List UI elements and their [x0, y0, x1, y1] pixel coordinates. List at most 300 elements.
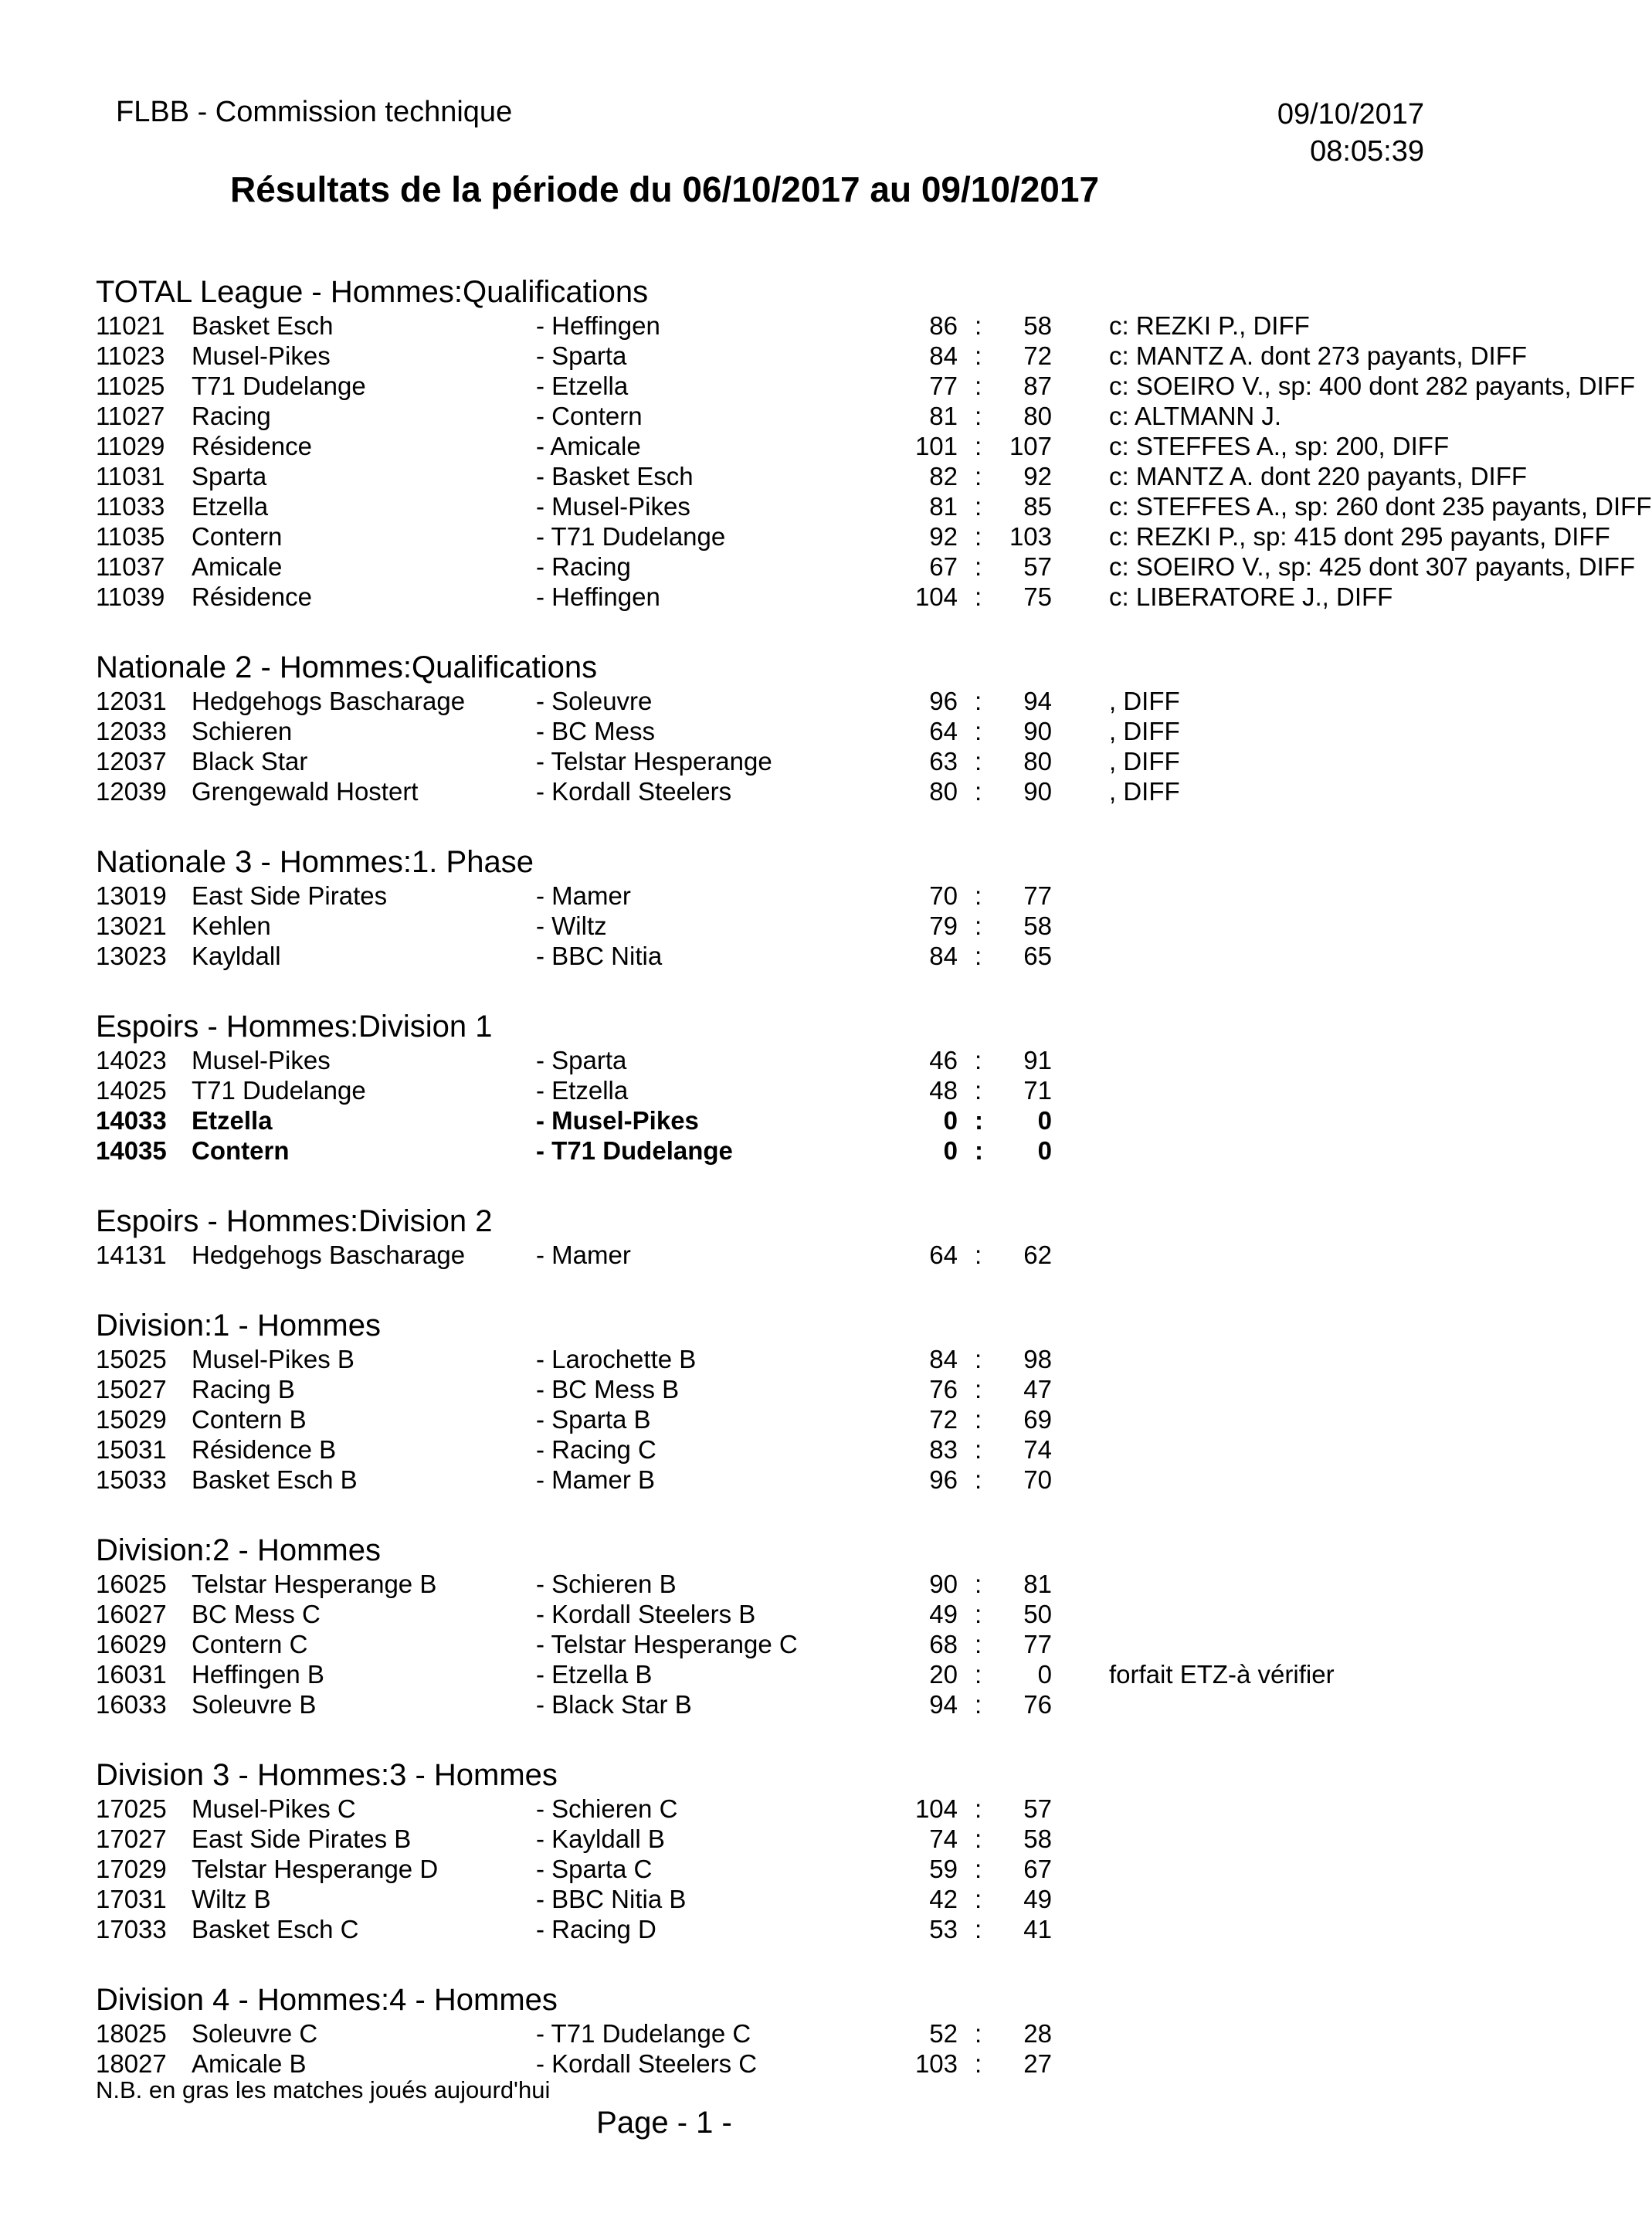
score-separator: :: [975, 1345, 982, 1373]
section-title: TOTAL League - Hommes:Qualifications: [96, 275, 649, 309]
home-team: Telstar Hesperange B: [192, 1570, 437, 1598]
report-date: 09/10/2017: [1277, 98, 1424, 131]
match-number: 15031: [96, 1435, 167, 1464]
home-score: 59: [929, 1855, 958, 1883]
report-timestamp: [1158, 96, 1424, 170]
match-comment: forfait ETZ-à vérifier: [1109, 1660, 1335, 1689]
section-title: Division 4 - Hommes:4 - Hommes: [96, 1983, 558, 2017]
match-number: 14033: [96, 1106, 167, 1135]
home-team: Soleuvre C: [192, 2019, 318, 2048]
away-team: - Musel-Pikes: [536, 1106, 699, 1135]
home-score: 64: [929, 1241, 958, 1269]
home-score: 84: [929, 341, 958, 370]
home-team: Hedgehogs Bascharage: [192, 687, 466, 715]
results-section: [0, 1008, 1582, 1166]
match-row: [0, 1465, 1582, 1495]
home-score: 42: [929, 1885, 958, 1913]
away-score: 47: [1023, 1375, 1052, 1404]
away-score: 75: [1023, 582, 1052, 611]
away-team: - Sparta B: [536, 1405, 651, 1434]
away-score: 72: [1023, 341, 1052, 370]
home-score: 81: [929, 402, 958, 430]
score-separator: :: [975, 1076, 982, 1105]
away-team: - Etzella: [536, 372, 629, 400]
match-row: [0, 911, 1582, 941]
organization-name: FLBB - Commission technique: [116, 96, 513, 128]
score-separator: :: [975, 462, 982, 491]
home-team: Sparta: [192, 462, 267, 491]
away-score: 0: [1037, 1660, 1052, 1689]
match-comment: , DIFF: [1109, 777, 1180, 806]
home-team: Contern: [192, 522, 283, 551]
match-row: [0, 776, 1582, 806]
home-team: Amicale B: [192, 2049, 307, 2078]
away-team: - Schieren C: [536, 1794, 678, 1823]
home-team: T71 Dudelange: [192, 372, 366, 400]
results-section: [0, 1757, 1582, 1944]
match-number: 11035: [96, 522, 165, 551]
away-score: 57: [1023, 552, 1052, 581]
home-score: 90: [929, 1570, 958, 1598]
match-row: [0, 341, 1582, 371]
home-team: T71 Dudelange: [192, 1076, 366, 1105]
score-separator: :: [975, 1630, 982, 1658]
away-team: - Sparta: [536, 1046, 627, 1074]
match-number: 11037: [96, 552, 165, 581]
away-score: 94: [1023, 687, 1052, 715]
away-score: 67: [1023, 1855, 1052, 1883]
away-score: 76: [1023, 1690, 1052, 1719]
match-comment: , DIFF: [1109, 717, 1180, 745]
away-team: - Sparta: [536, 341, 627, 370]
away-score: 77: [1023, 1630, 1052, 1658]
away-score: 80: [1023, 747, 1052, 776]
match-row: [0, 1344, 1582, 1374]
match-number: 18025: [96, 2019, 167, 2048]
away-score: 62: [1023, 1241, 1052, 1269]
score-separator: :: [975, 372, 982, 400]
away-team: - Racing C: [536, 1435, 656, 1464]
score-separator: :: [975, 1855, 982, 1883]
home-score: 0: [943, 1136, 958, 1165]
home-score: 52: [929, 2019, 958, 2048]
match-row: [0, 1659, 1582, 1689]
away-team: - T71 Dudelange: [536, 1136, 733, 1165]
score-separator: :: [975, 777, 982, 806]
results-list: [0, 273, 1652, 2116]
away-score: 81: [1023, 1570, 1052, 1598]
home-team: East Side Pirates: [192, 881, 388, 910]
section-title: Espoirs - Hommes:Division 1: [96, 1010, 493, 1044]
home-team: Contern C: [192, 1630, 308, 1658]
match-number: 17031: [96, 1885, 167, 1913]
score-separator: :: [975, 1660, 982, 1689]
score-separator: :: [975, 1690, 982, 1719]
home-team: Etzella: [192, 492, 269, 521]
match-row: [0, 1599, 1582, 1629]
away-team: - Contern: [536, 402, 643, 430]
away-score: 80: [1023, 402, 1052, 430]
match-row: [0, 1629, 1582, 1659]
score-separator: :: [975, 1794, 982, 1823]
home-team: Musel-Pikes C: [192, 1794, 356, 1823]
away-team: - Kordall Steelers B: [536, 1600, 756, 1628]
match-number: 16031: [96, 1660, 167, 1689]
score-separator: :: [975, 582, 982, 611]
match-number: 12031: [96, 687, 167, 715]
home-score: 70: [929, 881, 958, 910]
away-score: 0: [1037, 1136, 1052, 1165]
score-separator: :: [975, 881, 982, 910]
score-separator: :: [975, 717, 982, 745]
score-separator: :: [975, 402, 982, 430]
results-section: [0, 1532, 1582, 1719]
match-row: [0, 1824, 1582, 1854]
away-team: - Racing: [536, 552, 631, 581]
away-score: 85: [1023, 492, 1052, 521]
match-row: [0, 1794, 1582, 1824]
match-number: 14023: [96, 1046, 167, 1074]
home-score: 86: [929, 311, 958, 340]
away-team: - Musel-Pikes: [536, 492, 690, 521]
score-separator: :: [975, 311, 982, 340]
away-team: - Heffingen: [536, 582, 660, 611]
match-number: 15025: [96, 1345, 167, 1373]
match-number: 13021: [96, 911, 167, 940]
section-title: Nationale 3 - Hommes:1. Phase: [96, 845, 534, 879]
away-score: 91: [1023, 1046, 1052, 1074]
home-team: Basket Esch C: [192, 1915, 359, 1943]
match-comment: c: STEFFES A., sp: 200, DIFF: [1109, 432, 1450, 460]
home-team: Telstar Hesperange D: [192, 1855, 439, 1883]
home-team: Soleuvre B: [192, 1690, 317, 1719]
match-row: [0, 1135, 1582, 1166]
match-comment: , DIFF: [1109, 747, 1180, 776]
match-comment: c: MANTZ A. dont 273 payants, DIFF: [1109, 341, 1528, 370]
score-separator: :: [975, 1106, 983, 1135]
score-separator: :: [975, 1136, 983, 1165]
away-team: - T71 Dudelange: [536, 522, 726, 551]
home-score: 84: [929, 1345, 958, 1373]
away-team: - Wiltz: [536, 911, 607, 940]
score-separator: :: [975, 747, 982, 776]
away-score: 50: [1023, 1600, 1052, 1628]
away-score: 90: [1023, 777, 1052, 806]
away-score: 41: [1023, 1915, 1052, 1943]
match-number: 11033: [96, 492, 165, 521]
home-score: 72: [929, 1405, 958, 1434]
home-score: 83: [929, 1435, 958, 1464]
score-separator: :: [975, 1405, 982, 1434]
match-number: 14131: [96, 1241, 167, 1269]
away-team: - BC Mess B: [536, 1375, 680, 1404]
match-row: [0, 582, 1582, 612]
home-score: 82: [929, 462, 958, 491]
match-number: 18027: [96, 2049, 167, 2078]
home-team: Grengewald Hostert: [192, 777, 419, 806]
away-team: - Telstar Hesperange C: [536, 1630, 798, 1658]
away-team: - Mamer: [536, 881, 631, 910]
home-team: Amicale: [192, 552, 283, 581]
match-number: 17025: [96, 1794, 167, 1823]
home-team: Musel-Pikes B: [192, 1345, 354, 1373]
match-number: 12037: [96, 747, 167, 776]
home-score: 49: [929, 1600, 958, 1628]
match-row: [0, 1045, 1582, 1075]
away-team: - Racing D: [536, 1915, 656, 1943]
section-title: Espoirs - Hommes:Division 2: [96, 1204, 493, 1238]
results-section: [0, 1307, 1582, 1495]
match-comment: c: REZKI P., sp: 415 dont 295 payants, DIFF: [1109, 522, 1610, 551]
match-number: 16027: [96, 1600, 167, 1628]
away-score: 103: [1009, 522, 1052, 551]
home-score: 67: [929, 552, 958, 581]
match-comment: c: REZKI P., DIFF: [1109, 311, 1310, 340]
away-team: - Mamer B: [536, 1465, 656, 1494]
away-score: 74: [1023, 1435, 1052, 1464]
score-separator: :: [975, 942, 982, 970]
match-row: [0, 461, 1582, 491]
score-separator: :: [975, 432, 982, 460]
home-score: 94: [929, 1690, 958, 1719]
home-score: 76: [929, 1375, 958, 1404]
match-comment: c: ALTMANN J.: [1109, 402, 1282, 430]
footnote: N.B. en gras les matches joués aujourd'hui: [96, 2076, 551, 2103]
away-score: 49: [1023, 1885, 1052, 1913]
away-team: - BBC Nitia: [536, 942, 663, 970]
match-number: 15027: [96, 1375, 167, 1404]
match-row: [0, 1374, 1582, 1404]
score-separator: :: [975, 552, 982, 581]
away-team: - T71 Dudelange C: [536, 2019, 751, 2048]
home-score: 81: [929, 492, 958, 521]
away-score: 57: [1023, 1794, 1052, 1823]
page-title: Résultats de la période du 06/10/2017 au 09/10/2017: [230, 169, 1100, 209]
section-title: Division 3 - Hommes:3 - Hommes: [96, 1758, 558, 1792]
match-row: [0, 401, 1582, 431]
match-number: 14025: [96, 1076, 167, 1105]
home-score: 48: [929, 1076, 958, 1105]
home-team: Heffingen B: [192, 1660, 324, 1689]
home-score: 20: [929, 1660, 958, 1689]
away-score: 58: [1023, 1825, 1052, 1853]
match-number: 11021: [96, 311, 165, 340]
home-score: 77: [929, 372, 958, 400]
home-team: Contern: [192, 1136, 290, 1165]
home-score: 80: [929, 777, 958, 806]
away-score: 92: [1023, 462, 1052, 491]
page-number: Page - 1 -: [596, 2106, 732, 2140]
section-title: Nationale 2 - Hommes:Qualifications: [96, 650, 598, 684]
home-score: 46: [929, 1046, 958, 1074]
match-row: [0, 1854, 1582, 1884]
away-score: 90: [1023, 717, 1052, 745]
score-separator: :: [975, 1825, 982, 1853]
match-row: [0, 1569, 1582, 1599]
away-score: 69: [1023, 1405, 1052, 1434]
score-separator: :: [975, 341, 982, 370]
match-row: [0, 491, 1652, 521]
away-score: 27: [1023, 2049, 1052, 2078]
home-score: 79: [929, 911, 958, 940]
home-team: Basket Esch: [192, 311, 334, 340]
match-row: [0, 941, 1582, 971]
match-row: [0, 521, 1610, 552]
match-number: 11031: [96, 462, 165, 491]
score-separator: :: [975, 1570, 982, 1598]
home-team: Black Star: [192, 747, 308, 776]
home-team: Kayldall: [192, 942, 281, 970]
score-separator: :: [975, 522, 982, 551]
results-section: [0, 844, 1582, 971]
away-score: 70: [1023, 1465, 1052, 1494]
away-score: 98: [1023, 1345, 1052, 1373]
match-number: 12033: [96, 717, 167, 745]
away-score: 65: [1023, 942, 1052, 970]
match-row: [0, 2018, 1582, 2049]
score-separator: :: [975, 687, 982, 715]
home-team: Résidence: [192, 582, 312, 611]
match-row: [0, 552, 1636, 582]
home-score: 63: [929, 747, 958, 776]
home-score: 0: [943, 1106, 958, 1135]
away-team: - Basket Esch: [536, 462, 694, 491]
away-team: - Kayldall B: [536, 1825, 665, 1853]
match-number: 17029: [96, 1855, 167, 1883]
home-team: Contern B: [192, 1405, 307, 1434]
home-team: Racing B: [192, 1375, 295, 1404]
match-row: [0, 1689, 1582, 1719]
match-row: [0, 2049, 1582, 2079]
match-row: [0, 311, 1582, 341]
match-number: 15029: [96, 1405, 167, 1434]
score-separator: :: [975, 1600, 982, 1628]
home-score: 101: [914, 432, 958, 460]
away-team: - Kordall Steelers C: [536, 2049, 758, 2078]
away-team: - Mamer: [536, 1241, 631, 1269]
match-row: [0, 431, 1582, 461]
home-score: 104: [914, 582, 958, 611]
away-team: - Amicale: [536, 432, 641, 460]
match-row: [0, 1914, 1582, 1944]
score-separator: :: [975, 1915, 982, 1943]
home-score: 92: [929, 522, 958, 551]
match-row: [0, 1240, 1582, 1270]
away-team: - Sparta C: [536, 1855, 653, 1883]
match-row: [0, 716, 1582, 746]
match-row: [0, 1434, 1582, 1465]
away-team: - Kordall Steelers: [536, 777, 732, 806]
home-team: Hedgehogs Bascharage: [192, 1241, 466, 1269]
match-number: 13019: [96, 881, 167, 910]
match-comment: c: STEFFES A., sp: 260 dont 235 payants, DIFF: [1109, 492, 1652, 521]
away-team: - Black Star B: [536, 1690, 692, 1719]
home-score: 64: [929, 717, 958, 745]
home-score: 84: [929, 942, 958, 970]
away-score: 77: [1023, 881, 1052, 910]
match-number: 11023: [96, 341, 165, 370]
match-row: [0, 1105, 1582, 1135]
results-section: [0, 649, 1582, 806]
match-comment: , DIFF: [1109, 687, 1180, 715]
away-team: - Telstar Hesperange: [536, 747, 772, 776]
match-row: [0, 1884, 1582, 1914]
score-separator: :: [975, 1375, 982, 1404]
away-team: - Etzella: [536, 1076, 629, 1105]
home-team: Wiltz B: [192, 1885, 271, 1913]
home-score: 103: [914, 2049, 958, 2078]
match-comment: c: LIBERATORE J., DIFF: [1109, 582, 1393, 611]
match-comment: c: SOEIRO V., sp: 400 dont 282 payants, DIFF: [1109, 372, 1636, 400]
home-team: Etzella: [192, 1106, 273, 1135]
home-team: Basket Esch B: [192, 1465, 358, 1494]
results-section: [0, 1981, 1582, 2079]
match-number: 17033: [96, 1915, 167, 1943]
away-team: - Heffingen: [536, 311, 660, 340]
away-score: 58: [1023, 911, 1052, 940]
home-team: BC Mess C: [192, 1600, 321, 1628]
home-team: East Side Pirates B: [192, 1825, 412, 1853]
match-row: [0, 1075, 1582, 1105]
match-number: 15033: [96, 1465, 167, 1494]
results-section: [0, 1203, 1582, 1270]
match-row: [0, 746, 1582, 776]
match-number: 16025: [96, 1570, 167, 1598]
home-team: Musel-Pikes: [192, 1046, 331, 1074]
match-number: 14035: [96, 1136, 167, 1165]
report-time: 08:05:39: [1310, 135, 1424, 168]
away-score: 0: [1037, 1106, 1052, 1135]
section-title: Division:2 - Hommes: [96, 1533, 381, 1567]
home-score: 68: [929, 1630, 958, 1658]
home-score: 53: [929, 1915, 958, 1943]
score-separator: :: [975, 2019, 982, 2048]
away-team: - Schieren B: [536, 1570, 677, 1598]
score-separator: :: [975, 492, 982, 521]
away-score: 71: [1023, 1076, 1052, 1105]
match-comment: c: MANTZ A. dont 220 payants, DIFF: [1109, 462, 1528, 491]
away-team: - Soleuvre: [536, 687, 653, 715]
section-title: Division:1 - Hommes: [96, 1309, 381, 1343]
home-team: Racing: [192, 402, 271, 430]
score-separator: :: [975, 1046, 982, 1074]
away-team: - Etzella B: [536, 1660, 653, 1689]
score-separator: :: [975, 911, 982, 940]
home-team: Schieren: [192, 717, 293, 745]
match-number: 12039: [96, 777, 167, 806]
match-number: 16033: [96, 1690, 167, 1719]
away-score: 107: [1009, 432, 1052, 460]
match-number: 13023: [96, 942, 167, 970]
score-separator: :: [975, 1465, 982, 1494]
match-number: 11039: [96, 582, 165, 611]
home-score: 96: [929, 1465, 958, 1494]
match-number: 11027: [96, 402, 165, 430]
home-team: Musel-Pikes: [192, 341, 331, 370]
home-team: Résidence: [192, 432, 312, 460]
home-score: 96: [929, 687, 958, 715]
away-score: 87: [1023, 372, 1052, 400]
match-row: [0, 1404, 1582, 1434]
away-score: 58: [1023, 311, 1052, 340]
score-separator: :: [975, 1435, 982, 1464]
match-row: [0, 686, 1582, 716]
home-team: Résidence B: [192, 1435, 337, 1464]
match-number: 11025: [96, 372, 165, 400]
away-team: - BC Mess: [536, 717, 656, 745]
match-comment: c: SOEIRO V., sp: 425 dont 307 payants, DIFF: [1109, 552, 1636, 581]
away-team: - BBC Nitia B: [536, 1885, 687, 1913]
